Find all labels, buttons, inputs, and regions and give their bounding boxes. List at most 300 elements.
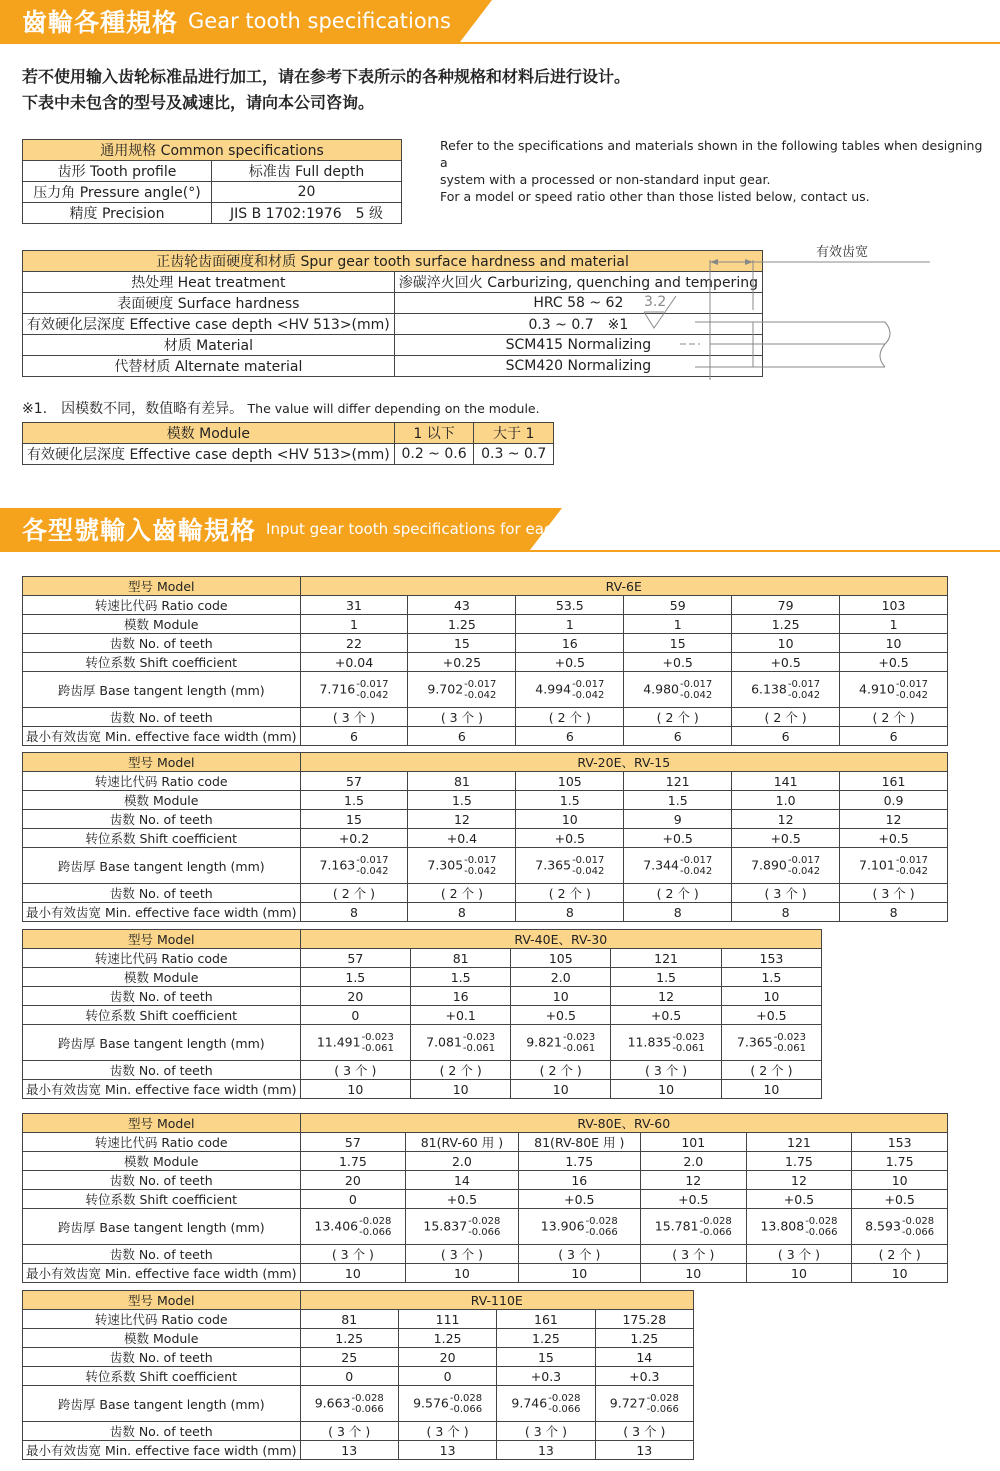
table-cell: 1.0	[732, 791, 840, 810]
tolerance-lower: -0.066	[449, 1403, 483, 1415]
table-cell: ( 3 个 )	[497, 1422, 595, 1441]
roughness-value: 3.2	[644, 294, 667, 310]
base-value: 7.344	[643, 857, 679, 872]
table-cell: 1.5	[300, 791, 408, 810]
row-label: 型号 Model	[23, 930, 301, 949]
span-teeth-row	[23, 708, 948, 727]
table-cell: 2.0	[511, 968, 611, 987]
tolerance	[362, 1032, 394, 1054]
table-cell: ( 2 个 )	[300, 884, 408, 903]
table-cell: +0.5	[518, 1190, 640, 1209]
base-tangent-cell	[721, 1025, 821, 1061]
footnote-en: The value will differ depending on the module.	[247, 401, 540, 416]
gear-face-drawing	[640, 240, 940, 390]
tolerance-lower: -0.042	[787, 865, 821, 877]
table-cell: 161	[497, 1310, 595, 1329]
table-header: 通用规格 Common specifications	[23, 140, 402, 161]
tolerance-lower: -0.042	[356, 689, 389, 701]
table-header: 正齿轮齿面硬度和材质 Spur gear tooth surface hardness and material	[23, 251, 763, 272]
row-label: 材质 Material	[23, 335, 395, 356]
span-teeth-row	[23, 1422, 694, 1441]
gear-spec-table	[22, 1113, 948, 1283]
table-cell: ( 3 个 )	[640, 1245, 746, 1264]
shift-row	[23, 1367, 694, 1386]
table-cell: 161	[840, 772, 948, 791]
row-value: SCM415 Normalizing	[394, 335, 762, 356]
row-value: 20	[212, 182, 402, 203]
table-cell: ( 3 个 )	[732, 884, 840, 903]
tolerance-lower: -0.042	[572, 865, 605, 877]
model-row	[23, 1114, 948, 1133]
table-cell: 0	[300, 1006, 411, 1025]
model-name: RV-20E、RV-15	[300, 753, 947, 772]
model-row	[23, 753, 948, 772]
base-tangent-cell	[408, 848, 516, 884]
tolerance	[680, 679, 712, 701]
face-width-row	[23, 1441, 694, 1460]
row-label: 转位系数 Shift coefficient	[23, 1367, 301, 1386]
table-cell: 1.75	[852, 1152, 948, 1171]
tolerance-lower: -0.066	[699, 1226, 732, 1238]
table-cell: 141	[732, 772, 840, 791]
base-value: 13.808	[760, 1218, 805, 1233]
gear-spec-table	[22, 929, 822, 1099]
row-label: 转速比代码 Ratio code	[23, 949, 301, 968]
table-cell: ( 2 个 )	[840, 708, 948, 727]
teeth-row	[23, 987, 822, 1006]
table-cell: 57	[300, 1133, 406, 1152]
row-label: 齿数 No. of teeth	[23, 987, 301, 1006]
gear-spec-table	[22, 752, 948, 922]
intro-line: 下表中未包含的型号及减速比，请向本公司咨询。	[22, 93, 375, 112]
section-banner-specs	[0, 0, 451, 42]
tolerance	[672, 1032, 704, 1054]
table-cell: ( 3 个 )	[408, 708, 516, 727]
table-cell: 8	[408, 903, 516, 922]
tolerance-upper: -0.028	[646, 1392, 679, 1404]
table-cell: 20	[300, 1171, 406, 1190]
table-cell: +0.5	[840, 653, 948, 672]
row-label: 转位系数 Shift coefficient	[23, 829, 301, 848]
tolerance	[356, 679, 388, 701]
table-cell: 12	[840, 810, 948, 829]
tolerance-lower: -0.066	[359, 1226, 392, 1238]
table-cell: 12	[746, 1171, 852, 1190]
tolerance-upper: -0.017	[895, 854, 929, 866]
table-cell: +0.5	[406, 1190, 518, 1209]
tolerance-lower: -0.066	[901, 1226, 935, 1238]
tolerance-lower: -0.066	[351, 1403, 384, 1415]
row-label: 跨齿厚 Base tangent length (mm)	[23, 1209, 301, 1245]
tolerance-lower: -0.042	[572, 689, 605, 701]
table-cell: 111	[398, 1310, 496, 1329]
row-label: 齿形 Tooth profile	[23, 161, 212, 182]
module-row	[23, 791, 948, 810]
base-tangent-row	[23, 1209, 948, 1245]
row-label: 转位系数 Shift coefficient	[23, 653, 301, 672]
table-cell: 6	[516, 727, 624, 746]
base-value: 7.101	[859, 857, 895, 872]
base-value: 9.727	[609, 1395, 646, 1410]
row-label: 有效硬化层深度 Effective case depth <HV 513>(mm)	[23, 314, 395, 335]
table-cell: 121	[624, 772, 732, 791]
base-value: 4.910	[859, 681, 895, 696]
shift-row	[23, 1006, 822, 1025]
table-cell: 10	[852, 1171, 948, 1190]
table-cell: 10	[840, 634, 948, 653]
section-title-zh: 各型號輸入齒輪規格	[22, 516, 257, 545]
base-tangent-cell	[511, 1025, 611, 1061]
row-label: 最小有效齿宽 Min. effective face width (mm)	[23, 1080, 301, 1099]
table-cell: 1.5	[611, 968, 722, 987]
table-cell: 13	[300, 1441, 398, 1460]
table-cell: +0.3	[595, 1367, 693, 1386]
base-value: 13.406	[314, 1218, 359, 1233]
tolerance	[359, 1216, 391, 1238]
row-label: 齿数 No. of teeth	[23, 1061, 301, 1080]
base-value: 7.305	[427, 857, 464, 872]
table-cell: 0	[398, 1367, 496, 1386]
table-cell: +0.2	[300, 829, 408, 848]
refer-line: Refer to the specifications and materials shown in the following tables when designing a	[440, 138, 983, 170]
tolerance	[774, 1032, 806, 1054]
table-cell: 103	[840, 596, 948, 615]
table-cell: 15	[300, 810, 408, 829]
table-cell: +0.5	[721, 1006, 821, 1025]
table-cell: +0.5	[511, 1006, 611, 1025]
row-label: 转速比代码 Ratio code	[23, 1133, 301, 1152]
table-cell: 10	[406, 1264, 518, 1283]
footnote	[22, 398, 540, 418]
table-cell: 1.5	[721, 968, 821, 987]
base-value: 7.716	[319, 681, 356, 696]
base-value: 7.365	[736, 1034, 773, 1049]
table-cell: 1	[624, 615, 732, 634]
table-cell: 20	[300, 987, 411, 1006]
row-label: 齿数 No. of teeth	[23, 810, 301, 829]
refer-line: system with a processed or non-standard input gear.	[440, 172, 771, 187]
section-title-zh: 齒輪各種規格	[22, 8, 179, 37]
table-cell: 79	[732, 596, 840, 615]
teeth-row	[23, 1171, 948, 1190]
table-cell: 1.5	[300, 968, 411, 987]
table-cell: ( 3 个 )	[398, 1422, 496, 1441]
table-cell: 1	[516, 615, 624, 634]
table-cell: 13	[398, 1441, 496, 1460]
table-cell: 57	[300, 772, 408, 791]
row-label: 模数 Module	[23, 1329, 301, 1348]
row-label: 齿数 No. of teeth	[23, 884, 301, 903]
base-tangent-cell	[840, 672, 948, 708]
table-cell: +0.5	[624, 829, 732, 848]
module-row-label: 有效硬化层深度 Effective case depth <HV 513>(mm)	[23, 444, 395, 465]
base-tangent-cell	[300, 672, 408, 708]
tolerance-upper: -0.017	[572, 678, 605, 690]
tolerance	[896, 855, 928, 877]
table-cell: +0.1	[411, 1006, 511, 1025]
base-tangent-cell	[624, 848, 732, 884]
gear-spec-table	[22, 1290, 694, 1460]
base-value: 11.835	[627, 1034, 672, 1049]
table-cell: 10	[721, 1080, 821, 1099]
tolerance-lower: -0.042	[464, 689, 497, 701]
tolerance	[464, 679, 496, 701]
base-tangent-cell	[640, 1209, 746, 1245]
base-tangent-row	[23, 1025, 822, 1061]
table-cell: +0.5	[852, 1190, 948, 1209]
table-cell: 59	[624, 596, 732, 615]
base-tangent-cell	[300, 848, 408, 884]
tolerance-lower: -0.066	[585, 1226, 618, 1238]
intro-line: 若不使用输入齿轮标准品进行加工，请在参考下表所示的各种规格和材料后进行设计。	[22, 67, 631, 86]
table-cell: 8	[732, 903, 840, 922]
table-cell: 1.25	[300, 1329, 398, 1348]
table-cell: 8	[516, 903, 624, 922]
table-cell: +0.5	[516, 829, 624, 848]
row-label: 型号 Model	[23, 753, 301, 772]
table-cell: 10	[511, 987, 611, 1006]
table-cell: 8	[300, 903, 408, 922]
tolerance-upper: -0.017	[464, 678, 497, 690]
row-label: 齿数 No. of teeth	[23, 1245, 301, 1264]
table-cell: 14	[406, 1171, 518, 1190]
table-cell: 81	[411, 949, 511, 968]
table-cell: 15	[408, 634, 516, 653]
teeth-row	[23, 810, 948, 829]
table-cell: ( 2 个 )	[624, 884, 732, 903]
table-cell: 1.75	[746, 1152, 852, 1171]
face-width-row	[23, 903, 948, 922]
model-row	[23, 577, 948, 596]
base-tangent-cell	[746, 1209, 852, 1245]
module-value-2: 0.3 ~ 0.7	[474, 444, 554, 465]
table-cell: 101	[640, 1133, 746, 1152]
base-tangent-cell	[406, 1209, 518, 1245]
table-cell: 13	[497, 1441, 595, 1460]
tolerance-lower: -0.042	[787, 689, 821, 701]
base-value: 11.491	[316, 1034, 361, 1049]
common-spec-table	[22, 139, 402, 224]
tolerance	[700, 1216, 732, 1238]
table-cell: +0.5	[624, 653, 732, 672]
tolerance-upper: -0.017	[679, 678, 713, 690]
tolerance-upper: -0.023	[462, 1031, 496, 1043]
ratio-row	[23, 772, 948, 791]
base-tangent-cell	[300, 1209, 406, 1245]
table-cell: 12	[732, 810, 840, 829]
base-tangent-cell	[497, 1386, 595, 1422]
tolerance-upper: -0.017	[895, 678, 929, 690]
tolerance-upper: -0.028	[699, 1215, 732, 1227]
table-cell: ( 3 个 )	[300, 1061, 411, 1080]
tolerance	[586, 1216, 618, 1238]
table-cell: 153	[721, 949, 821, 968]
table-cell: ( 2 个 )	[516, 884, 624, 903]
tolerance-upper: -0.028	[468, 1215, 501, 1227]
row-label: 跨齿厚 Base tangent length (mm)	[23, 672, 301, 708]
row-label: 转速比代码 Ratio code	[23, 1310, 301, 1329]
tolerance-upper: -0.028	[351, 1392, 384, 1404]
tolerance-upper: -0.028	[359, 1215, 392, 1227]
base-tangent-cell	[732, 848, 840, 884]
divider	[0, 42, 1000, 44]
table-cell: 2.0	[406, 1152, 518, 1171]
tolerance	[352, 1393, 384, 1415]
table-cell: 1.5	[411, 968, 511, 987]
table-cell: ( 3 个 )	[406, 1245, 518, 1264]
table-cell: 15	[497, 1348, 595, 1367]
table-cell: 9	[624, 810, 732, 829]
table-cell: 8	[624, 903, 732, 922]
tolerance-upper: -0.023	[563, 1031, 596, 1043]
table-cell: 81(RV-80E 用 )	[518, 1133, 640, 1152]
row-label: 转速比代码 Ratio code	[23, 596, 301, 615]
table-cell: 6	[624, 727, 732, 746]
tolerance	[902, 1216, 934, 1238]
table-cell: +0.5	[640, 1190, 746, 1209]
table-cell: 1.25	[408, 615, 516, 634]
section-title-en: Input gear tooth specifications for each model	[266, 520, 614, 538]
table-cell: 10	[852, 1264, 948, 1283]
table-cell: 105	[511, 949, 611, 968]
tolerance	[896, 679, 928, 701]
table-cell: +0.5	[732, 829, 840, 848]
table-cell: 43	[408, 596, 516, 615]
row-label: 齿数 No. of teeth	[23, 708, 301, 727]
base-tangent-cell	[300, 1386, 398, 1422]
model-row	[23, 1291, 694, 1310]
model-name: RV-110E	[300, 1291, 693, 1310]
tolerance-lower: -0.061	[361, 1042, 394, 1054]
row-label: 代替材质 Alternate material	[23, 356, 395, 377]
table-cell: 1.75	[518, 1152, 640, 1171]
base-value: 13.906	[540, 1218, 585, 1233]
row-value: SCM420 Normalizing	[394, 356, 762, 377]
row-label: 模数 Module	[23, 791, 301, 810]
face-width-row	[23, 1264, 948, 1283]
base-tangent-cell	[516, 848, 624, 884]
module-row	[23, 1329, 694, 1348]
row-label: 跨齿厚 Base tangent length (mm)	[23, 1386, 301, 1422]
table-cell: 20	[398, 1348, 496, 1367]
table-cell: 175.28	[595, 1310, 693, 1329]
table-cell: ( 3 个 )	[595, 1422, 693, 1441]
ratio-row	[23, 1310, 694, 1329]
teeth-row	[23, 634, 948, 653]
module-row	[23, 968, 822, 987]
table-cell: 10	[516, 810, 624, 829]
table-cell: ( 3 个 )	[611, 1061, 722, 1080]
row-label: 压力角 Pressure angle(°)	[23, 182, 212, 203]
table-cell: 81(RV-60 用 )	[406, 1133, 518, 1152]
tolerance	[548, 1393, 580, 1415]
table-cell: 10	[511, 1080, 611, 1099]
row-label: 最小有效齿宽 Min. effective face width (mm)	[23, 1441, 301, 1460]
tolerance	[463, 1032, 495, 1054]
base-value: 9.702	[427, 681, 464, 696]
table-cell: 6	[840, 727, 948, 746]
table-cell: ( 2 个 )	[852, 1245, 948, 1264]
row-value: 渗碳淬火回火 Carburizing, quenching and tempering	[394, 272, 762, 293]
base-value: 9.821	[526, 1034, 563, 1049]
row-label: 精度 Precision	[23, 203, 212, 224]
table-cell: ( 2 个 )	[721, 1061, 821, 1080]
tolerance	[563, 1032, 595, 1054]
tolerance-lower: -0.061	[773, 1042, 806, 1054]
tolerance-upper: -0.017	[356, 678, 389, 690]
tolerance-lower: -0.066	[548, 1403, 581, 1415]
tolerance-upper: -0.028	[805, 1215, 838, 1227]
base-tangent-row	[23, 1386, 694, 1422]
tolerance-lower: -0.061	[462, 1042, 496, 1054]
table-cell: 12	[611, 987, 722, 1006]
tolerance-upper: -0.017	[572, 854, 605, 866]
table-cell: ( 2 个 )	[732, 708, 840, 727]
tolerance-upper: -0.017	[464, 854, 497, 866]
tolerance-upper: -0.028	[901, 1215, 935, 1227]
row-label: 最小有效齿宽 Min. effective face width (mm)	[23, 903, 301, 922]
base-tangent-cell	[516, 672, 624, 708]
module-table	[22, 422, 554, 465]
table-cell: 16	[516, 634, 624, 653]
table-cell: ( 2 个 )	[411, 1061, 511, 1080]
base-tangent-cell	[408, 672, 516, 708]
footnote-zh: ※1. 因模数不同，数值略有差异。	[22, 401, 244, 417]
table-cell: +0.3	[497, 1367, 595, 1386]
model-name: RV-40E、RV-30	[300, 930, 821, 949]
base-tangent-cell	[300, 1025, 411, 1061]
model-name: RV-80E、RV-60	[300, 1114, 947, 1133]
base-value: 4.980	[643, 681, 679, 696]
table-cell: 16	[411, 987, 511, 1006]
table-cell: 10	[411, 1080, 511, 1099]
row-label: 热处理 Heat treatment	[23, 272, 395, 293]
table-cell: 10	[721, 987, 821, 1006]
table-cell: 10	[300, 1264, 406, 1283]
table-cell: 1.75	[300, 1152, 406, 1171]
base-value: 9.663	[314, 1395, 351, 1410]
row-label: 型号 Model	[23, 577, 301, 596]
row-label: 跨齿厚 Base tangent length (mm)	[23, 1025, 301, 1061]
tolerance-upper: -0.017	[679, 854, 713, 866]
tolerance	[356, 855, 388, 877]
tolerance-lower: -0.042	[895, 865, 929, 877]
row-value: 0.3 ~ 0.7 ※1	[394, 314, 762, 335]
tolerance	[468, 1216, 500, 1238]
row-value: HRC 58 ~ 62	[394, 293, 762, 314]
tolerance-upper: -0.017	[787, 854, 821, 866]
table-cell: 31	[300, 596, 408, 615]
table-cell: +0.5	[611, 1006, 722, 1025]
base-tangent-cell	[611, 1025, 722, 1061]
row-label: 齿数 No. of teeth	[23, 1171, 301, 1190]
tolerance	[450, 1393, 482, 1415]
table-cell: 53.5	[516, 596, 624, 615]
row-label: 转位系数 Shift coefficient	[23, 1190, 301, 1209]
table-cell: 0.9	[840, 791, 948, 810]
ratio-row	[23, 596, 948, 615]
tolerance-lower: -0.061	[563, 1042, 596, 1054]
table-cell: ( 3 个 )	[840, 884, 948, 903]
table-cell: 0	[300, 1367, 398, 1386]
tolerance-upper: -0.017	[356, 854, 389, 866]
tolerance	[572, 855, 604, 877]
tolerance-lower: -0.066	[468, 1226, 501, 1238]
section-title-en: Gear tooth specifications	[188, 9, 451, 33]
intro-text	[22, 64, 630, 116]
table-cell: 10	[518, 1264, 640, 1283]
tolerance-lower: -0.042	[679, 865, 713, 877]
